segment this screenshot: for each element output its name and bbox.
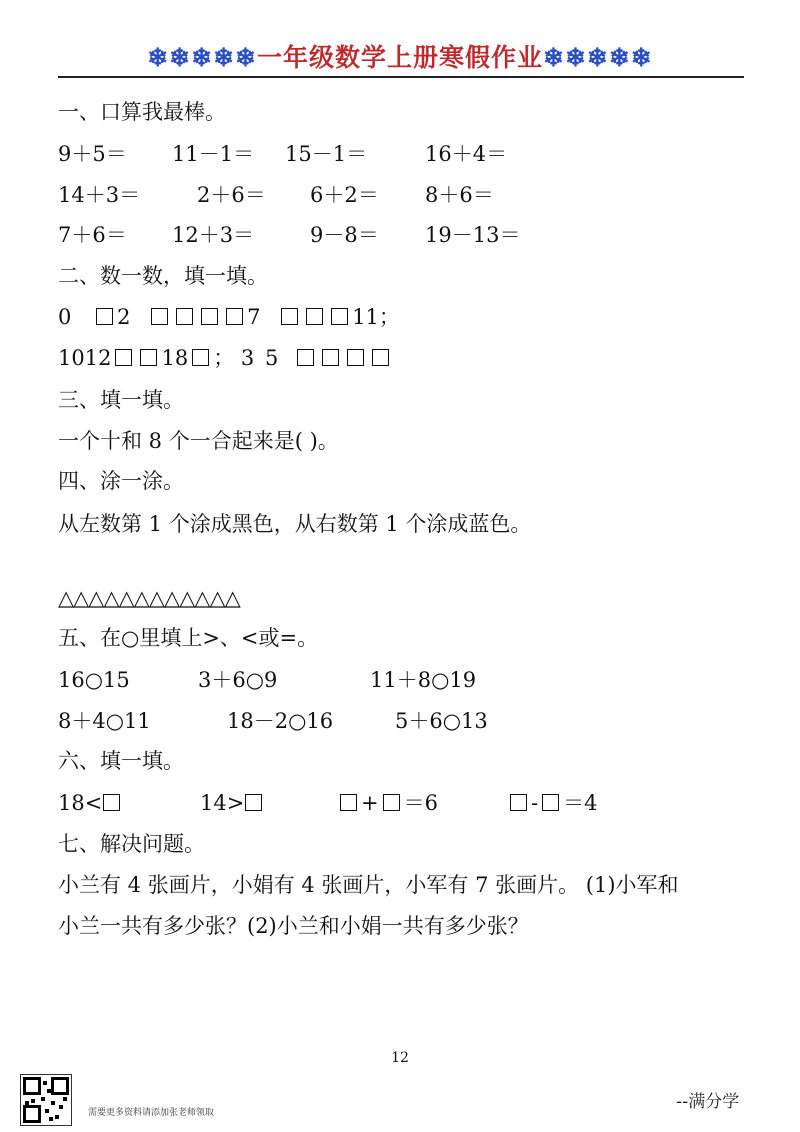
section-7-title: 七、解决问题。 [58, 832, 205, 856]
answer-box[interactable] [340, 794, 357, 811]
qr-code [20, 1074, 72, 1126]
answer-box[interactable] [201, 308, 218, 325]
equation: 6＋2＝ [310, 183, 379, 207]
answer-box[interactable] [306, 308, 323, 325]
compare-item: 8＋4○11 [58, 709, 151, 733]
inequality-text: 14> [200, 791, 245, 815]
answer-box[interactable] [96, 308, 113, 325]
word-problem-line-1: 小兰有 4 张画片，小娟有 4 张画片，小军有 7 张画片。 (1)小军和 [58, 873, 679, 897]
equation-item [510, 789, 597, 817]
compare-item: 16○15 [58, 668, 130, 692]
answer-box[interactable] [176, 308, 193, 325]
sequence-number: 0 [58, 305, 72, 329]
answer-box[interactable] [372, 349, 389, 366]
sequence-number: 5 [264, 346, 279, 370]
header-rule [58, 76, 744, 78]
answer-box[interactable] [322, 349, 339, 366]
equation: 11－1＝ [172, 142, 255, 166]
inequality-item [58, 789, 124, 817]
answer-box[interactable] [115, 349, 132, 366]
sequence-row-2 [58, 344, 393, 372]
equation: 14＋3＝ [58, 183, 141, 207]
sequence-number: 2 [117, 305, 131, 329]
snowflake-icon: ❄❄❄❄❄ [543, 43, 653, 72]
page-number: 12 [391, 1050, 409, 1066]
footer-note: 需要更多资料请添加张老师领取 [88, 1108, 215, 1118]
operator: - [531, 791, 539, 815]
compare-item: 11＋8○19 [370, 668, 477, 692]
sequence-number: 3 [240, 346, 255, 370]
equation: 9－8＝ [310, 223, 379, 247]
answer-box[interactable] [151, 308, 168, 325]
sequence-number: 11； [352, 305, 400, 329]
sequence-number: 18 [161, 346, 189, 370]
equation: 2＋6＝ [197, 183, 266, 207]
sequence-number: 7 [247, 305, 261, 329]
answer-box[interactable] [331, 308, 348, 325]
compare-item: 18－2○16 [227, 709, 334, 733]
answer-box[interactable] [542, 794, 559, 811]
compare-item: 5＋6○13 [395, 709, 488, 733]
header-title: 一年级数学上册寒假作业 [256, 43, 543, 72]
inequality-text: 18< [58, 791, 103, 815]
equation: 16＋4＝ [425, 142, 508, 166]
equation: 9＋5＝ [58, 142, 127, 166]
sequence-number: 12 [84, 346, 112, 370]
section-4-title: 四、涂一涂。 [58, 469, 184, 493]
compare-item: 3＋6○9 [198, 668, 278, 692]
operator: + [361, 791, 379, 815]
word-problem-line-2: 小兰一共有多少张？(2)小兰和小娟一共有多少张？ [58, 914, 529, 938]
triangle-row[interactable]: △△△△△△△△△△△△ [58, 586, 240, 610]
punctuation: ； [213, 346, 235, 370]
page-header [0, 38, 800, 74]
inequality-item [200, 789, 266, 817]
section-5-title: 五、在○里填上>、<或=。 [58, 626, 319, 650]
answer-box[interactable] [297, 349, 314, 366]
answer-box[interactable] [226, 308, 243, 325]
sequence-number: 10 [58, 346, 85, 370]
answer-box[interactable] [140, 349, 157, 366]
answer-box[interactable] [245, 794, 262, 811]
equation: 15－1＝ [285, 142, 368, 166]
snowflake-icon: ❄❄❄❄❄ [147, 43, 257, 72]
section-2-title: 二、数一数，填一填。 [58, 264, 268, 288]
answer-box[interactable] [281, 308, 298, 325]
equation: 8＋6＝ [425, 183, 494, 207]
equation-result: ＝6 [403, 791, 438, 815]
answer-box[interactable] [192, 349, 209, 366]
section-3-title: 三、填一填。 [58, 388, 184, 412]
section-1-title: 一、口算我最棒。 [58, 100, 226, 124]
brand-watermark: --满分学 [676, 1092, 740, 1112]
answer-box[interactable] [383, 794, 400, 811]
answer-box[interactable] [347, 349, 364, 366]
equation: 19－13＝ [425, 223, 521, 247]
section-6-title: 六、填一填。 [58, 749, 184, 773]
equation: 7＋6＝ [58, 223, 127, 247]
equation-item [340, 789, 438, 817]
equation-result: ＝4 [563, 791, 598, 815]
sequence-row-1 [58, 303, 400, 331]
answer-box[interactable] [103, 794, 120, 811]
coloring-instruction: 从左数第 1 个涂成黑色，从右数第 1 个涂成蓝色。 [58, 512, 532, 536]
fill-in-question: 一个十和 8 个一合起来是( )。 [58, 429, 339, 453]
answer-box[interactable] [510, 794, 527, 811]
equation: 12＋3＝ [172, 223, 255, 247]
